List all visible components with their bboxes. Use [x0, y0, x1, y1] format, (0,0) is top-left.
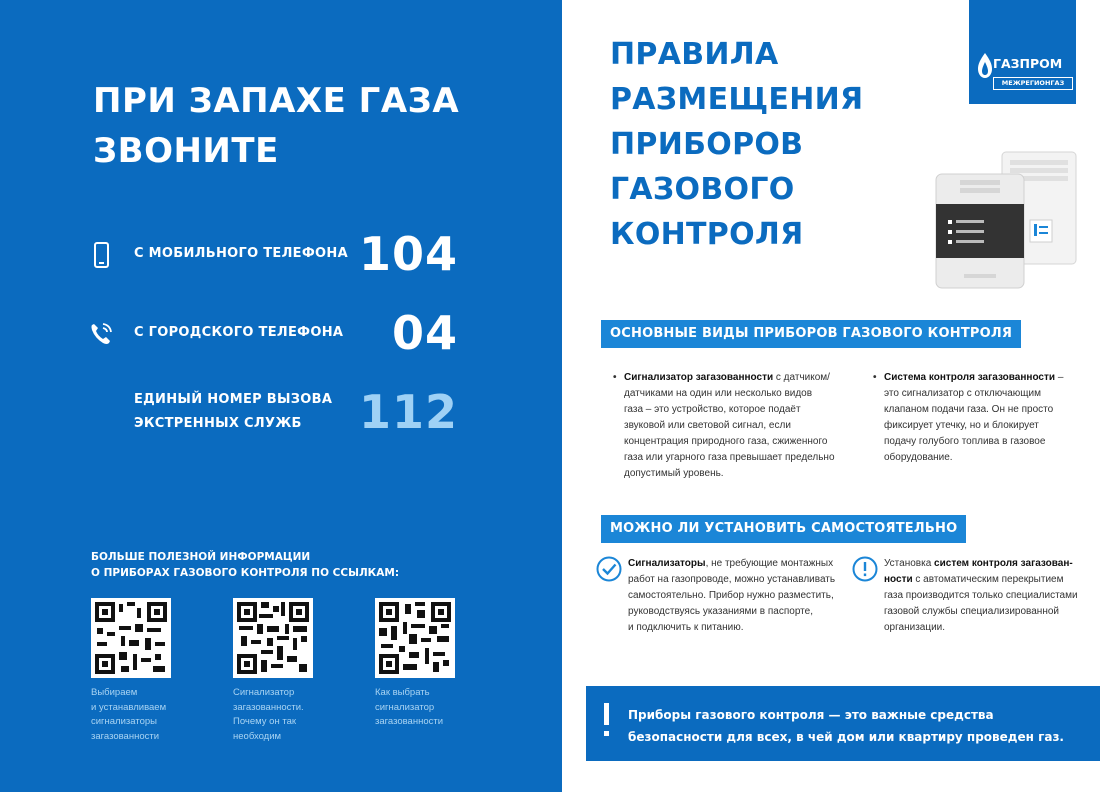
- phone-number-landline: 04: [391, 306, 458, 360]
- phone-number-emergency: 112: [358, 385, 458, 439]
- qr-code-1[interactable]: [91, 598, 171, 678]
- qr-caption-2: Сигнализатор загазованности. Почему он так необходим: [233, 687, 304, 742]
- qr-block-1[interactable]: [91, 598, 201, 744]
- phone-label-mobile: С МОБИЛЬНОГО ТЕЛЕФОНА: [134, 246, 348, 261]
- text-signalizer: • Сигнализатор загазованности с датчиком/ датчиками на один или несколько видов газа – это устройство, которое подаёт звуковой или световой сигнал, если концентрация природного газа, сжиженного газа или угарного газа превышает предельно допустимый уровень.: [613, 372, 835, 479]
- qr-block-3[interactable]: [375, 598, 485, 730]
- logo-subtitle: МЕЖРЕГИОНГАЗ: [993, 77, 1073, 90]
- headline-line-1: ПРИ ЗАПАХЕ ГАЗА: [93, 81, 460, 121]
- checkmark-circle-icon: [596, 556, 622, 582]
- gazprom-logo: [969, 0, 1076, 104]
- phone-row-emergency: [88, 382, 458, 442]
- qr-code-icon: [237, 602, 309, 674]
- qr-caption-1: Выбираем и устанавливаем сигнализаторы загазованности: [91, 687, 167, 742]
- section-heading-self-install: МОЖНО ЛИ УСТАНОВИТЬ САМОСТОЯТЕЛЬНО: [601, 515, 966, 543]
- exclamation-icon: [604, 703, 609, 725]
- bullet-icon: •: [873, 372, 877, 383]
- text-specialists-only: Установка систем контроля загазован- ности с автоматическим перекрытием газа производится только специалистами газовой службы специализированной организации.: [884, 558, 1078, 633]
- qr-code-3[interactable]: [375, 598, 455, 678]
- phone-number-mobile: 104: [358, 227, 458, 281]
- safety-banner: [586, 686, 1100, 761]
- phone-label-landline: С ГОРОДСКОГО ТЕЛЕФОНА: [134, 325, 344, 340]
- flame-icon: [976, 52, 994, 80]
- qr-caption-3: Как выбрать сигнализатор загазованности: [375, 687, 444, 727]
- logo-brand: ГАЗПРОМ: [993, 56, 1063, 71]
- section-heading-types: ОСНОВНЫЕ ВИДЫ ПРИБОРОВ ГАЗОВОГО КОНТРОЛЯ: [601, 320, 1021, 348]
- headline: [93, 76, 513, 176]
- gas-detector-illustration: [930, 148, 1080, 293]
- page-title: ПРАВИЛА РАЗМЕЩЕНИЯ ПРИБОРОВ ГАЗОВОГО КОНТРОЛЯ: [610, 37, 864, 252]
- qr-code-icon: [95, 602, 167, 674]
- text-can-install: Сигнализаторы, не требующие монтажных работ на газопроводе, можно устанавливать самостоятельно. Прибор нужно разместить, руководствуясь указаниями в паспорте, и подключить к питанию.: [628, 558, 836, 633]
- more-info-text: БОЛЬШЕ ПОЛЕЗНОЙ ИНФОРМАЦИИ О ПРИБОРАХ ГАЗОВОГО КОНТРОЛЯ ПО ССЫЛКАМ:: [91, 551, 400, 579]
- qr-block-2[interactable]: [233, 598, 343, 744]
- bullet-icon: •: [613, 372, 617, 383]
- mobile-phone-icon: [88, 242, 114, 268]
- qr-code-2[interactable]: [233, 598, 313, 678]
- landline-phone-icon: [88, 321, 114, 347]
- phone-row-landline: [88, 303, 458, 363]
- text-control-system: • Система контроля загазованности – это сигнализатор с отключающим клапаном подачи газа. Он не просто фиксирует утечку, но и блокирует подачу голубого топлива в газовое оборудование.: [873, 372, 1064, 463]
- phone-label-emergency: ЕДИНЫЙ НОМЕР ВЫЗОВА ЭКСТРЕННЫХ СЛУЖБ: [134, 392, 333, 431]
- qr-code-icon: [379, 602, 451, 674]
- banner-text: Приборы газового контроля — это важные средства безопасности для всех, в чей дом или квартиру проведен газ.: [628, 708, 1064, 744]
- headline-line-2: ЗВОНИТЕ: [93, 131, 279, 171]
- phone-row-mobile: [88, 224, 458, 284]
- warning-circle-icon: [852, 556, 878, 582]
